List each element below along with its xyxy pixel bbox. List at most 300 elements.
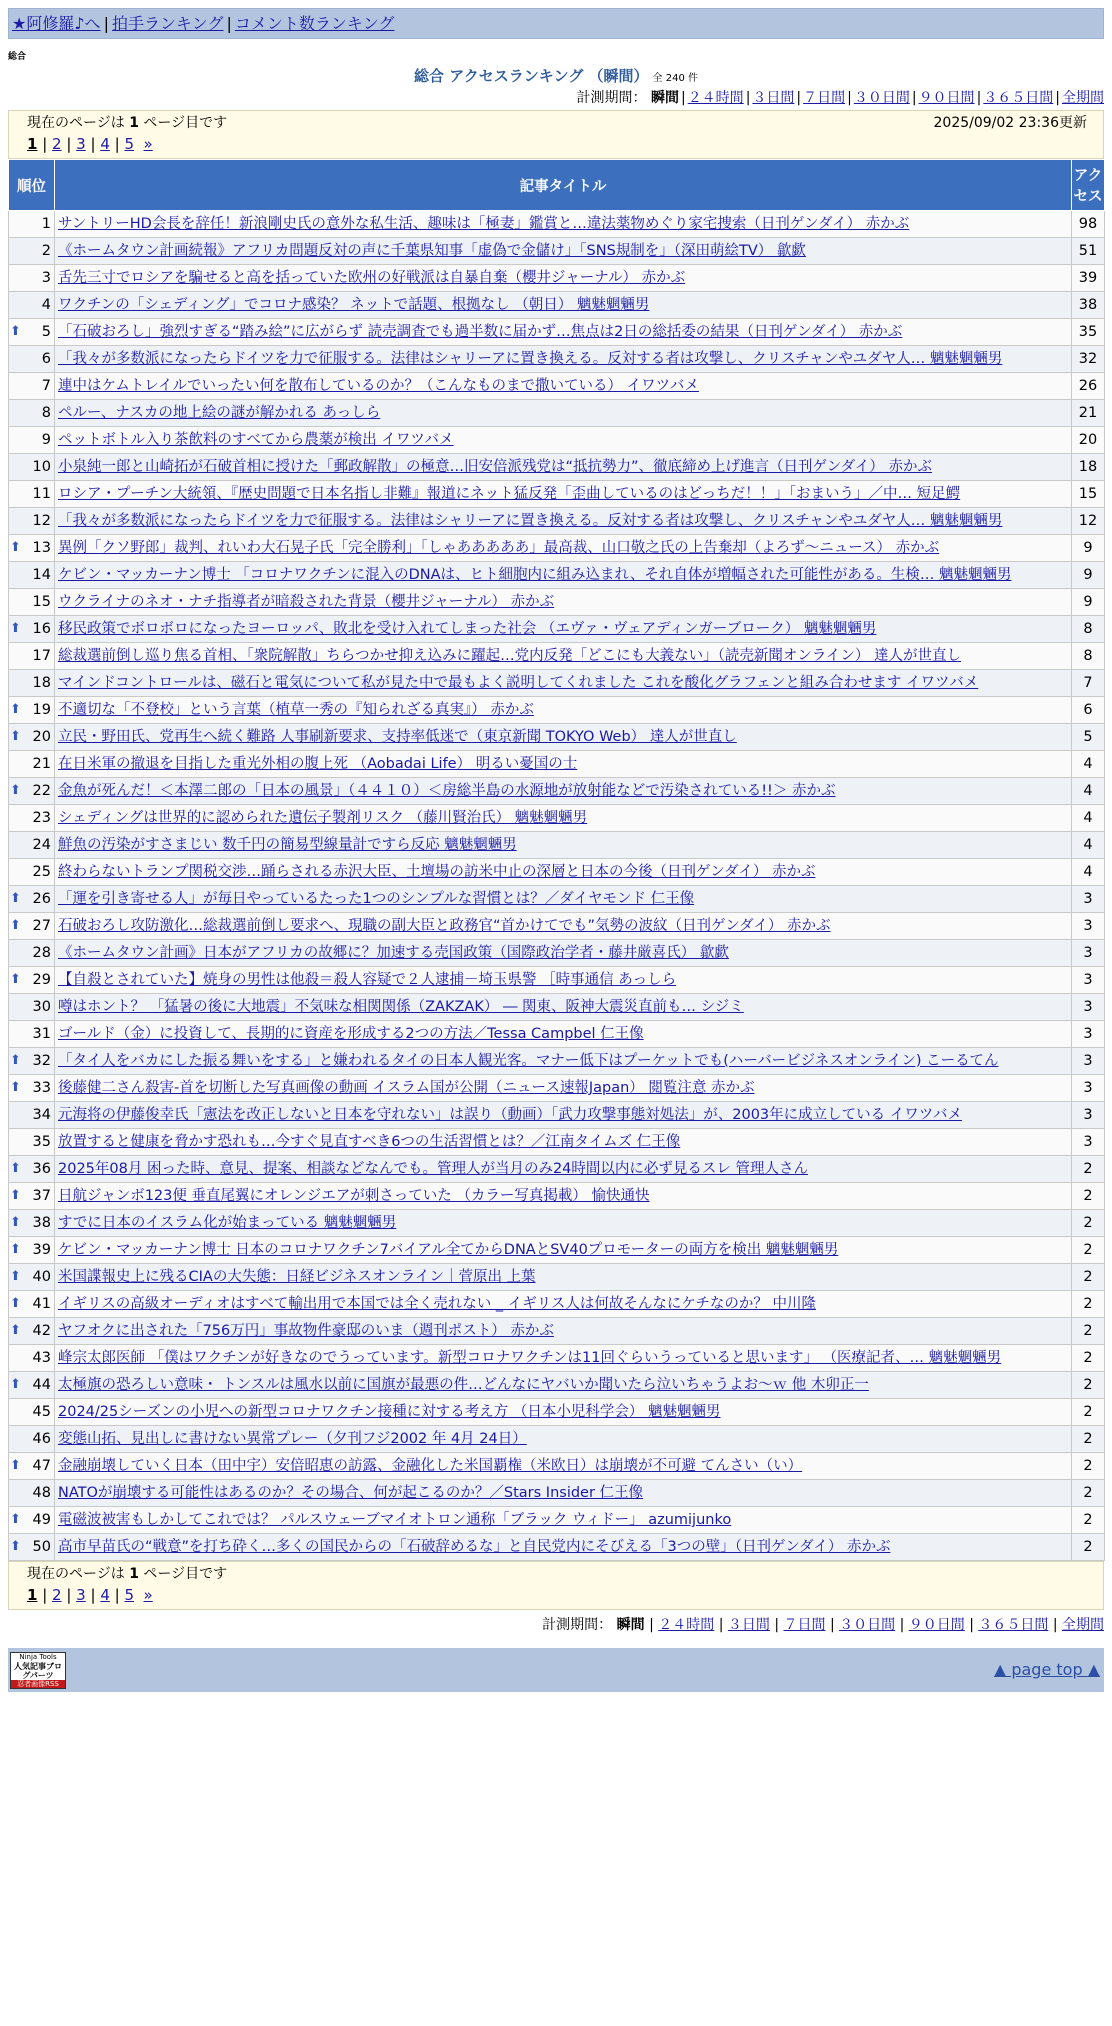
access-count: 2: [1072, 1426, 1105, 1453]
title-cell: [55, 859, 1072, 886]
table-row: [9, 1129, 1105, 1156]
access-count: 2: [1072, 1345, 1105, 1372]
article-link[interactable]: 「タイ人をバカにした振る舞いをする」と嫌われるタイの日本人観光客。マナー低下はプーケットでも(ハーバービジネスオンライン) こーるてん: [58, 1053, 999, 1069]
access-count: 39: [1072, 265, 1105, 292]
page-title-row: [8, 65, 1104, 87]
rank-cell: [9, 1021, 55, 1048]
article-link[interactable]: 総裁選前倒し巡り焦る首相、「衆院解散」ちらつかせ抑え込みに躍起…党内反発「どこにも大義ない」（読売新聞オンライン） 達人が世直し: [58, 648, 962, 664]
rank-cell: [9, 562, 55, 589]
access-count: 3: [1072, 1129, 1105, 1156]
article-link[interactable]: マインドコントロールは、磁石と電気について私が見た中で最もよく説明してくれました これを酸化グラフェンと組み合わせます イワツバメ: [58, 675, 979, 691]
title-cell: [55, 1102, 1072, 1129]
article-link[interactable]: 《ホームタウン計画続報》アフリカ問題反対の声に千葉県知事「虚偽で金儲け」「SNS規制を」（深田萌絵TV） 歙歔: [58, 243, 806, 259]
title-cell: [55, 1237, 1072, 1264]
table-row: [9, 1291, 1105, 1318]
table-row: [9, 508, 1105, 535]
period-link-30d[interactable]: ３０日間: [853, 90, 910, 106]
rank-number: 21: [32, 756, 51, 772]
page-link-2[interactable]: 2: [52, 135, 62, 153]
rank-cell: [9, 1129, 55, 1156]
access-count: 2: [1072, 1318, 1105, 1345]
title-cell: [55, 913, 1072, 940]
article-link[interactable]: 金魚が死んだ！＜本澤二郎の「日本の風景」（４４１０）＜房総半島の水源地が放射能などで汚染されている!!＞ 赤かぶ: [58, 783, 836, 799]
page-link-2[interactable]: 2: [52, 1586, 62, 1604]
table-row: [9, 1480, 1105, 1507]
period-label: 計測期間：: [542, 1617, 613, 1633]
title-cell: [55, 832, 1072, 859]
access-count: 8: [1072, 616, 1105, 643]
title-cell: [55, 1021, 1072, 1048]
rank-number: 5: [41, 324, 51, 340]
rank-number: 18: [32, 675, 51, 691]
rank-cell: [9, 886, 55, 913]
title-cell: [55, 589, 1072, 616]
article-link[interactable]: 「我々が多数派になったらドイツを力で征服する。法律はシャリーアに置き換える。反対する者は攻撃し、クリスチャンやユダヤ人… 魑魅魍魎男: [58, 513, 1003, 529]
title-cell: [55, 670, 1072, 697]
rank-cell: [9, 481, 55, 508]
access-count: 8: [1072, 643, 1105, 670]
access-count: 2: [1072, 1291, 1105, 1318]
article-link[interactable]: 不適切な「不登校」という言葉（植草一秀の『知られざる真実』） 赤かぶ: [58, 702, 534, 718]
table-row: [9, 1237, 1105, 1264]
title-cell: [55, 886, 1072, 913]
access-count: 9: [1072, 589, 1105, 616]
article-link[interactable]: 電磁波被害もしかしてこれでは？ パルスウェーブマイオトロン通称「ブラック ウィドー」 azumijunko: [58, 1512, 732, 1528]
article-link[interactable]: 2025年08月 困った時、意見、提案、相談などなんでも。管理人が当月のみ24時間以内に必ず見るスレ 管理人さん: [58, 1161, 809, 1177]
table-row: [9, 1021, 1105, 1048]
access-count: 3: [1072, 1075, 1105, 1102]
rank-number: 3: [41, 270, 51, 286]
up-arrow-icon: ⬆: [10, 1215, 21, 1230]
rank-number: 6: [41, 351, 51, 367]
article-link[interactable]: NATOが崩壊する可能性はあるのか？その場合、何が起こるのか？／Stars Insider 仁王像: [58, 1485, 644, 1501]
article-link[interactable]: ゴールド（金）に投資して、長期的に資産を形成する2つの方法／Tessa Campbel 仁王像: [58, 1026, 644, 1042]
rank-number: 44: [32, 1377, 51, 1393]
access-count: 7: [1072, 670, 1105, 697]
rank-number: 46: [32, 1431, 51, 1447]
table-row: [9, 589, 1105, 616]
rank-number: 8: [41, 405, 51, 421]
access-count: 12: [1072, 508, 1105, 535]
access-count: 3: [1072, 967, 1105, 994]
title-cell: [55, 454, 1072, 481]
pagination-bottom: 1 | 2 | 3 | 4 | 5 »: [27, 1586, 153, 1604]
title-cell: [55, 292, 1072, 319]
access-count: 3: [1072, 1021, 1105, 1048]
article-link[interactable]: ウクライナのネオ・ナチ指導者が暗殺された背景（櫻井ジャーナル） 赤かぶ: [58, 594, 555, 610]
access-count: 2: [1072, 1264, 1105, 1291]
article-link[interactable]: 終わらないトランプ関税交渉…踊らされる赤沢大臣、土壇場の訪米中止の深層と日本の今後（日刊ゲンダイ） 赤かぶ: [58, 864, 816, 880]
rank-number: 45: [32, 1404, 51, 1420]
table-row: [9, 805, 1105, 832]
rank-number: 14: [32, 567, 51, 583]
article-link[interactable]: 「我々が多数派になったらドイツを力で征服する。法律はシャリーアに置き換える。反対する者は攻撃し、クリスチャンやユダヤ人… 魑魅魍魎男: [58, 351, 1003, 367]
rank-number: 22: [32, 783, 51, 799]
access-count: 5: [1072, 724, 1105, 751]
table-row: [9, 1210, 1105, 1237]
article-link[interactable]: 石破おろし攻防激化…総裁選前倒し要求へ、現職の副大臣と政務官“首かけてでも”気勢の波紋（日刊ゲンダイ） 赤かぶ: [58, 918, 831, 934]
rank-number: 37: [32, 1188, 51, 1204]
title-cell: [55, 805, 1072, 832]
access-count: 2: [1072, 1372, 1105, 1399]
article-link[interactable]: 【自殺とされていた】焼身の男性は他殺＝殺人容疑で２人逮捕－埼玉県警 ［時事通信 あっしら: [58, 972, 677, 988]
title-cell: [55, 1264, 1072, 1291]
table-row: [9, 427, 1105, 454]
table-row: [9, 859, 1105, 886]
title-cell: [55, 1453, 1072, 1480]
table-row: [9, 535, 1105, 562]
period-link-7d[interactable]: ７日間: [803, 90, 846, 106]
table-row: [9, 724, 1105, 751]
rank-cell: [9, 508, 55, 535]
up-arrow-icon: ⬆: [10, 729, 21, 744]
article-link[interactable]: 噂はホント？ 「猛暑の後に大地震」不気味な相関関係（ZAKZAK） ― 関東、阪神大震災直前も… シジミ: [58, 999, 744, 1015]
title-cell: [55, 1534, 1072, 1561]
rank-cell: [9, 994, 55, 1021]
period-link-24h[interactable]: ２４時間: [658, 1617, 715, 1633]
title-cell: [55, 562, 1072, 589]
title-cell: [55, 1372, 1072, 1399]
access-count: 2: [1072, 1399, 1105, 1426]
access-count: 2: [1072, 1453, 1105, 1480]
title-cell: [55, 1291, 1072, 1318]
nav-link-comment-ranking[interactable]: コメント数ランキング: [234, 14, 395, 33]
access-count: 35: [1072, 319, 1105, 346]
rank-number: 26: [32, 891, 51, 907]
page-next-link[interactable]: »: [143, 1586, 153, 1604]
access-count: 15: [1072, 481, 1105, 508]
page-link-5[interactable]: 5: [124, 1586, 134, 1604]
nav-link-clap-ranking[interactable]: 拍手ランキング: [111, 14, 224, 33]
page-link-3[interactable]: 3: [76, 135, 86, 153]
table-row: [9, 913, 1105, 940]
article-link[interactable]: 放置すると健康を脅かす恐れも…今すぐ見直すべき6つの生活習慣とは？／江南タイムズ 仁王像: [58, 1134, 681, 1150]
up-arrow-icon: ⬆: [10, 324, 21, 339]
page-next-link[interactable]: »: [143, 135, 153, 153]
rank-number: 39: [32, 1242, 51, 1258]
access-count: 2: [1072, 1480, 1105, 1507]
article-link[interactable]: シェディングは世界的に認められた遺伝子製剤リスク （藤川賢治氏） 魑魅魍魎男: [58, 810, 588, 826]
title-cell: [55, 1399, 1072, 1426]
title-cell: [55, 319, 1072, 346]
rank-cell: [9, 373, 55, 400]
article-link[interactable]: 変態山拓、見出しに書けない異常プレー（夕刊フジ2002 年 4月 24日）: [58, 1431, 527, 1447]
table-row: [9, 832, 1105, 859]
table-row: [9, 778, 1105, 805]
table-row: [9, 1534, 1105, 1561]
period-link-365d[interactable]: ３６５日間: [978, 1617, 1049, 1633]
period-link-365d[interactable]: ３６５日間: [983, 90, 1054, 106]
title-cell: [55, 967, 1072, 994]
article-link[interactable]: 金融崩壊していく日本（田中宇）安倍昭恵の訪露、金融化した米国覇権（米欧日）は崩壊が不可避 てんさい（い）: [58, 1458, 803, 1474]
header-title: 記事タイトル: [55, 160, 1072, 211]
title-cell: [55, 1210, 1072, 1237]
article-link[interactable]: 元海将の伊藤俊幸氏「憲法を改正しないと日本を守れない」は誤り（動画）「武力攻撃事態対処法」が、2003年に成立している イワツバメ: [58, 1107, 962, 1123]
page-link-4[interactable]: 4: [100, 1586, 110, 1604]
rank-cell: [9, 1183, 55, 1210]
table-row: [9, 454, 1105, 481]
access-count: 18: [1072, 454, 1105, 481]
access-count: 51: [1072, 238, 1105, 265]
rank-number: 10: [32, 459, 51, 475]
table-row: [9, 1048, 1105, 1075]
rank-cell: [9, 751, 55, 778]
up-arrow-icon: ⬆: [10, 1080, 21, 1095]
rank-cell: [9, 1480, 55, 1507]
access-count: 26: [1072, 373, 1105, 400]
period-link-all[interactable]: 全期間: [1062, 90, 1104, 106]
rank-cell: [9, 589, 55, 616]
table-row: [9, 1426, 1105, 1453]
article-link[interactable]: イギリスの高級オーディオはすべて輸出用で本国では全く売れない _ イギリス人は何故そんなにケチなのか？ 中川隆: [58, 1296, 816, 1312]
up-arrow-icon: ⬆: [10, 1512, 21, 1527]
title-cell: [55, 1318, 1072, 1345]
table-row: [9, 562, 1105, 589]
rank-number: 7: [41, 378, 51, 394]
article-link[interactable]: ヤフオクに出された「756万円」事故物件豪邸のいま（週刊ポスト） 赤かぶ: [58, 1323, 554, 1339]
up-arrow-icon: ⬆: [10, 1242, 21, 1257]
rank-number: 25: [32, 864, 51, 880]
access-count: 9: [1072, 562, 1105, 589]
rank-number: 41: [32, 1296, 51, 1312]
title-cell: [55, 1075, 1072, 1102]
access-count: 2: [1072, 1210, 1105, 1237]
article-link[interactable]: 米国諜報史上に残るCIAの大失態：日経ビジネスオンライン｜菅原出 上葉: [58, 1269, 536, 1285]
title-cell: [55, 373, 1072, 400]
rank-cell: [9, 1453, 55, 1480]
access-count: 2: [1072, 1534, 1105, 1561]
rank-cell: [9, 670, 55, 697]
title-cell: [55, 238, 1072, 265]
article-link[interactable]: ロシア・プーチン大統領、『歴史問題で日本名指し非難』報道にネット猛反発「歪曲しているのはどっちだ！！」「おまいう」／中… 短足鰐: [58, 486, 961, 502]
rank-number: 11: [32, 486, 51, 502]
period-current: 瞬間: [650, 90, 679, 106]
rank-cell: [9, 238, 55, 265]
rank-number: 4: [41, 297, 51, 313]
rank-cell: [9, 616, 55, 643]
rank-number: 24: [32, 837, 51, 853]
title-cell: [55, 643, 1072, 670]
access-count: 2: [1072, 1183, 1105, 1210]
rank-cell: [9, 913, 55, 940]
rank-number: 47: [32, 1458, 51, 1474]
table-row: [9, 238, 1105, 265]
article-link[interactable]: 峰宗太郎医師 「僕はワクチンが好きなのでうっています。新型コロナワクチンは11回ぐらいうっていると思います」 （医療記者、… 魑魅魍魎男: [58, 1350, 1002, 1366]
table-row: [9, 967, 1105, 994]
rank-number: 15: [32, 594, 51, 610]
article-link[interactable]: 後藤健二さん殺害-首を切断した写真画像の動画 イスラム国が公開（ニュース速報Japan） 閲覧注意 赤かぶ: [58, 1080, 755, 1096]
access-count: 4: [1072, 859, 1105, 886]
article-link[interactable]: 連中はケムトレイルでいったい何を散布しているのか？（こんなものまで撒いている） イワツバメ: [58, 378, 699, 394]
rank-cell: [9, 292, 55, 319]
period-link-90d[interactable]: ９０日間: [908, 1617, 965, 1633]
up-arrow-icon: ⬆: [10, 783, 21, 798]
article-link[interactable]: ペルー、ナスカの地上絵の謎が解かれる あっしら: [58, 405, 381, 421]
article-link[interactable]: 鮮魚の汚染がすさまじい 数千円の簡易型線量計ですら反応 魑魅魍魎男: [58, 837, 517, 853]
rank-cell: [9, 724, 55, 751]
table-row: [9, 1183, 1105, 1210]
period-selector-top: 計測期間： 瞬間 | ２４時間 | ３日間 | ７日間 | ３０日間 | ９０日間 | ３６５日間 | 全期間: [576, 90, 1104, 106]
period-link-3d[interactable]: ３日間: [752, 90, 795, 106]
section-label: 総合: [8, 52, 27, 62]
article-link[interactable]: 在日米軍の撤退を目指した重光外相の腹上死 （Aobadai Life） 明るい憂国の士: [58, 756, 578, 772]
period-link-3d[interactable]: ３日間: [727, 1617, 770, 1633]
badge-line1: Ninja Tools: [19, 1653, 57, 1661]
table-row: [9, 751, 1105, 778]
page: [8, 8, 1104, 1692]
rank-cell: [9, 346, 55, 373]
title-cell: [55, 994, 1072, 1021]
rank-cell: [9, 454, 55, 481]
rank-cell: [9, 265, 55, 292]
table-row: [9, 400, 1105, 427]
rank-cell: [9, 211, 55, 238]
rank-cell: [9, 778, 55, 805]
rank-cell: [9, 643, 55, 670]
rank-number: 17: [32, 648, 51, 664]
page-title: 総合 アクセスランキング （瞬間）: [414, 67, 649, 85]
article-link[interactable]: ケビン・マッカーナン博士 「コロナワクチンに混入のDNAは、ヒト細胞内に組み込まれ、それ自体が増幅された可能性がある。生検… 魑魅魍魎男: [58, 567, 1012, 583]
page-link-5[interactable]: 5: [124, 135, 134, 153]
article-link[interactable]: 立民・野田氏、党再生へ続く難路 人事刷新要求、支持率低迷で（東京新聞 TOKYO Web） 達人が世直し: [58, 729, 737, 745]
rank-cell: [9, 400, 55, 427]
table-row: [9, 1345, 1105, 1372]
up-arrow-icon: ⬆: [10, 1161, 21, 1176]
article-link[interactable]: ワクチンの「シェディング」でコロナ感染？ ネットで話題、根拠なし （朝日） 魑魅魍魎男: [58, 297, 650, 313]
title-cell: [55, 751, 1072, 778]
rank-number: 2: [41, 243, 51, 259]
access-count: 4: [1072, 832, 1105, 859]
article-link[interactable]: 《ホームタウン計画》日本がアフリカの故郷に？加速する売国政策（国際政治学者・藤井厳喜氏） 歙歔: [58, 945, 729, 961]
rank-number: 34: [32, 1107, 51, 1123]
rank-number: 43: [32, 1350, 51, 1366]
article-link[interactable]: すでに日本のイスラム化が始まっている 魑魅魍魎男: [58, 1215, 397, 1231]
up-arrow-icon: ⬆: [10, 1053, 21, 1068]
rank-cell: [9, 535, 55, 562]
article-link[interactable]: 移民政策でボロボロになったヨーロッパ、敗北を受け入れてしまった社会 （エヴァ・ヴェアディンガーブローク） 魑魅魍魎男: [58, 621, 877, 637]
rank-number: 50: [32, 1539, 51, 1555]
period-label: 計測期間：: [576, 90, 647, 106]
ninja-tools-badge[interactable]: [10, 1652, 66, 1689]
up-arrow-icon: ⬆: [10, 1269, 21, 1284]
access-count: 4: [1072, 778, 1105, 805]
access-count: 3: [1072, 1102, 1105, 1129]
period-link-all[interactable]: 全期間: [1062, 1617, 1104, 1633]
rank-number: 19: [32, 702, 51, 718]
article-link[interactable]: ケビン・マッカーナン博士 日本のコロナワクチン7バイアル全てからDNAとSV40プロモーターの両方を検出 魑魅魍魎男: [58, 1242, 839, 1258]
access-count: 98: [1072, 211, 1105, 238]
period-link-7d[interactable]: ７日間: [783, 1617, 826, 1633]
title-cell: [55, 481, 1072, 508]
rank-cell: [9, 1075, 55, 1102]
nav-separator: |: [103, 14, 109, 33]
rank-number: 31: [32, 1026, 51, 1042]
title-cell: [55, 265, 1072, 292]
article-link[interactable]: 太極旗の恐ろしい意味・ トンスルは風水以前に国旗が最悪の件…どんなにヤバいか聞いたら泣いちゃうよお〜ｗ 他 木卯正一: [58, 1377, 869, 1393]
table-row: [9, 1075, 1105, 1102]
rank-number: 29: [32, 972, 51, 988]
badge-line3: 忍者画像RSS: [11, 1680, 65, 1689]
badge-line2: 人気記事ブログパーツ: [14, 1662, 62, 1680]
period-link-24h[interactable]: ２４時間: [687, 90, 744, 106]
table-row: [9, 319, 1105, 346]
access-count: 2: [1072, 1156, 1105, 1183]
rank-cell: [9, 1399, 55, 1426]
access-count: 3: [1072, 913, 1105, 940]
rank-cell: [9, 1210, 55, 1237]
page-link-4[interactable]: 4: [100, 135, 110, 153]
rank-cell: [9, 1426, 55, 1453]
article-link[interactable]: 舌先三寸でロシアを騙せると高を括っていた欧州の好戦派は自暴自棄（櫻井ジャーナル） 赤かぶ: [58, 270, 686, 286]
total-count: 全 240 件: [652, 73, 698, 84]
title-cell: [55, 1048, 1072, 1075]
nav-link-asyura[interactable]: ★阿修羅♪へ: [12, 14, 101, 33]
access-count: 38: [1072, 292, 1105, 319]
article-link[interactable]: 日航ジャンボ123便 垂直尾翼にオレンジエアが刺さっていた （カラー写真掲載） 愉快通快: [58, 1188, 650, 1204]
rank-cell: [9, 1507, 55, 1534]
rank-number: 35: [32, 1134, 51, 1150]
period-link-90d[interactable]: ９０日間: [918, 90, 975, 106]
article-link[interactable]: 高市早苗氏の“戦意”を打ち砕く…多くの国民からの「石破辞めるな」と自民党内にそびえる「3つの壁」（日刊ゲンダイ） 赤かぶ: [58, 1539, 891, 1555]
article-link[interactable]: 2024/25シーズンの小児への新型コロナワクチン接種に対する考え方 （日本小児科学会） 魑魅魍魎男: [58, 1404, 721, 1420]
rank-number: 36: [32, 1161, 51, 1177]
page-top-link[interactable]: ▲ page top ▲: [993, 1660, 1100, 1679]
title-cell: [55, 1345, 1072, 1372]
table-row: [9, 292, 1105, 319]
access-count: 2: [1072, 1237, 1105, 1264]
rank-cell: [9, 427, 55, 454]
rank-number: 27: [32, 918, 51, 934]
ranking-table: [8, 159, 1105, 1561]
table-row: [9, 1453, 1105, 1480]
article-link[interactable]: 小泉純一郎と山崎拓が石破首相に授けた「郵政解散」の極意…旧安倍派残党は“抵抗勢力”、徹底締め上げ進言（日刊ゲンダイ） 赤かぶ: [58, 459, 932, 475]
title-cell: [55, 535, 1072, 562]
article-link[interactable]: ペットボトル入り茶飲料のすべてから農薬が検出 イワツバメ: [58, 432, 454, 448]
rank-number: 49: [32, 1512, 51, 1528]
table-row: [9, 1102, 1105, 1129]
access-count: 9: [1072, 535, 1105, 562]
period-link-30d[interactable]: ３０日間: [839, 1617, 896, 1633]
title-cell: [55, 778, 1072, 805]
article-link[interactable]: 「運を引き寄せる人」が毎日やっているたった1つのシンプルな習慣とは？／ダイヤモンド 仁王像: [58, 891, 695, 907]
rank-cell: [9, 859, 55, 886]
up-arrow-icon: ⬆: [10, 1539, 21, 1554]
nav-separator: |: [226, 14, 232, 33]
access-count: 32: [1072, 346, 1105, 373]
up-arrow-icon: ⬆: [10, 702, 21, 717]
article-link[interactable]: 異例「クソ野郎」裁判、れいわ大石晃子氏「完全勝利」「しゃあああああ」最高裁、山口敬之氏の上告棄却（よろず〜ニュース） 赤かぶ: [58, 540, 940, 556]
article-link[interactable]: サントリーHD会長を辞任！新浪剛史氏の意外な私生活、趣味は「極妻」鑑賞と…違法薬物めぐり家宅捜索（日刊ゲンダイ） 赤かぶ: [58, 216, 910, 232]
rank-cell: [9, 1372, 55, 1399]
table-row: [9, 211, 1105, 238]
table-row: [9, 616, 1105, 643]
rank-number: 28: [32, 945, 51, 961]
title-cell: [55, 427, 1072, 454]
article-link[interactable]: 「石破おろし」強烈すぎる“踏み絵”に広がらず 読売調査でも過半数に届かず…焦点は2日の総括委の結果（日刊ゲンダイ） 赤かぶ: [58, 324, 903, 340]
rank-number: 32: [32, 1053, 51, 1069]
access-count: 20: [1072, 427, 1105, 454]
rank-number: 38: [32, 1215, 51, 1231]
page-link-3[interactable]: 3: [76, 1586, 86, 1604]
header-rank: 順位: [9, 160, 55, 211]
table-row: [9, 373, 1105, 400]
rank-number: 30: [32, 999, 51, 1015]
access-count: 3: [1072, 886, 1105, 913]
access-count: 3: [1072, 1048, 1105, 1075]
title-cell: [55, 508, 1072, 535]
rank-number: 42: [32, 1323, 51, 1339]
rank-number: 40: [32, 1269, 51, 1285]
